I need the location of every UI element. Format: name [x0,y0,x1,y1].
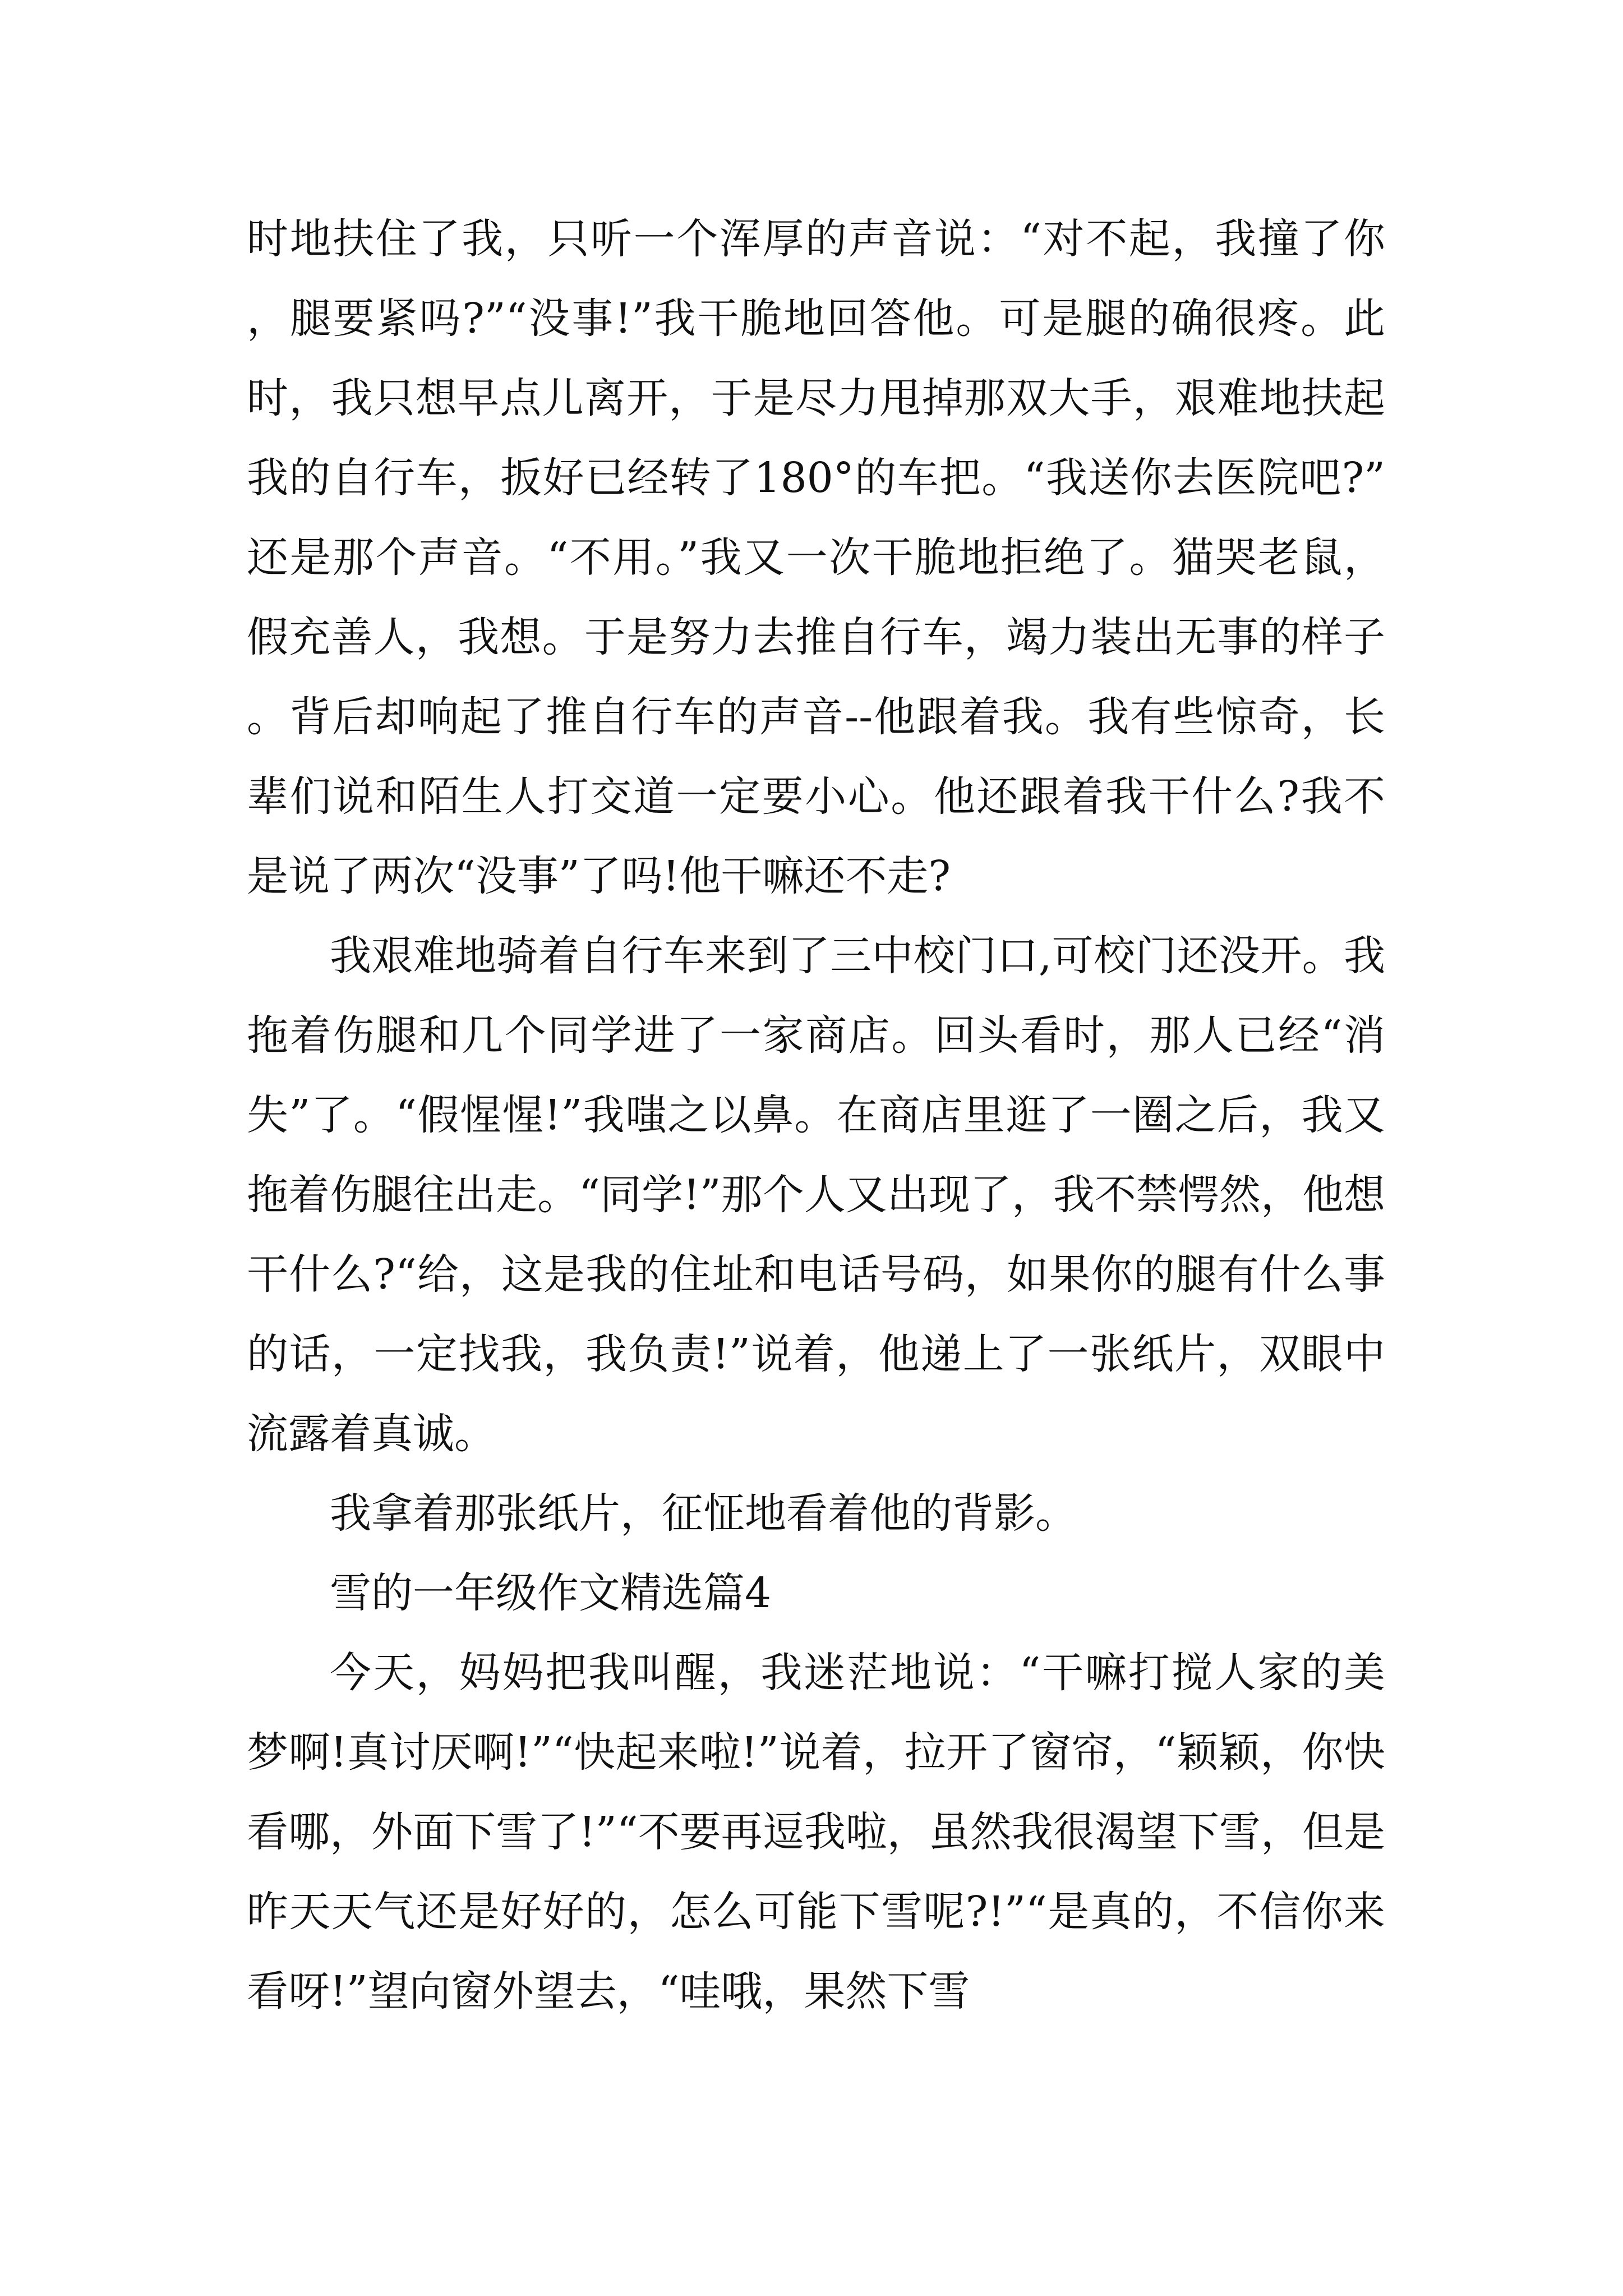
document-body [247,199,1385,2031]
paragraph-1: 时地扶住了我，只听一个浑厚的声音说：“对不起，我撞了你，腿要紧吗?”“没事!”我干脆地回答他。可是腿的确很疼。此时，我只想早点儿离开，于是尽力甩掉那双大手，艰难地扶起我的自行车，扳好已经转了180°的车把。“我送你去医院吧?”还是那个声音。“不用。”我又一次干脆地拒绝了。猫哭老鼠，假充善人，我想。于是努力去推自行车，竭力装出无事的样子。背后却响起了推自行车的声音--他跟着我。我有些惊奇，长辈们说和陌生人打交道一定要小心。他还跟着我干什么?我不是说了两次“没事”了吗!他干嘛还不走? [247,215,1385,900]
paragraph-2: 我艰难地骑着自行车来到了三中校门口,可校门还没开。我拖着伤腿和几个同学进了一家商店。回头看时，那人已经“消失”了。“假惺惺!”我嗤之以鼻。在商店里逛了一圈之后，我又拖着伤腿往出走。“同学!”那个人又出现了，我不禁愕然，他想干什么?“给，这是我的住址和电话号码，如果你的腿有什么事的话，一定找我，我负责!”说着，他递上了一张纸片，双眼中流露着真诚。 [247,932,1385,1458]
paragraph-3: 我拿着那张纸片，征怔地看着他的背影。 [330,1489,1077,1538]
paragraph-4: 今天，妈妈把我叫醒，我迷茫地说：“干嘛打搅人家的美梦啊!真讨厌啊!”“快起来啦!”说着，拉开了窗帘，“颖颖，你快看哪，外面下雪了!”“不要再逗我啦，虽然我很渴望下雪，但是昨天天气还是好好的，怎么可能下雪呢?!”“是真的，不信你来看呀!”望向窗外望去，“哇哦，果然下雪 [247,1649,1385,2016]
section-heading: 雪的一年级作文精选篇4 [330,1569,772,1617]
